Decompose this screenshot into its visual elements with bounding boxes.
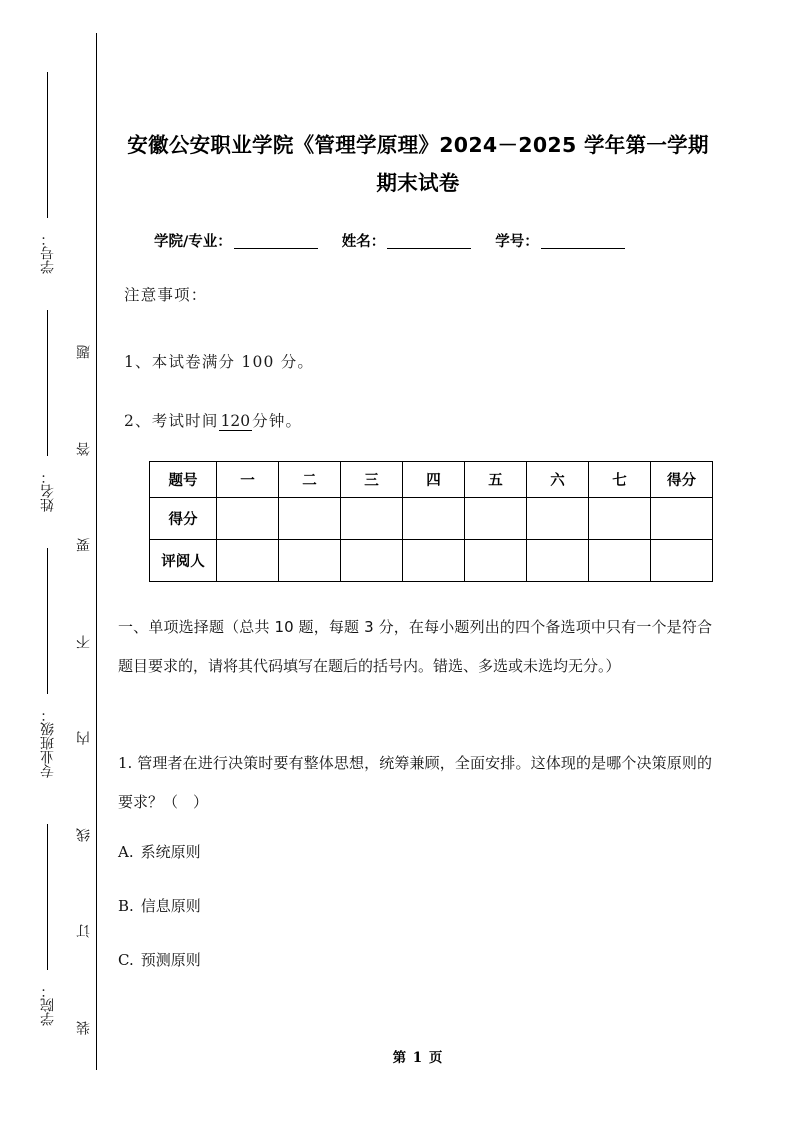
sealing-char: 装 [76,1020,92,1035]
info-field-name[interactable] [342,232,474,252]
option-text: 预测原则 [140,951,201,969]
sealing-student-fields [26,60,70,1060]
seal-field-label: 姓名： [40,470,56,512]
seal-field-student-id[interactable] [26,232,70,302]
seal-field-college[interactable] [26,984,70,1054]
seal-field-label: 专业班级： [40,708,56,778]
exam-duration-value: 120 [220,412,251,430]
table-cell: 四 [403,462,465,498]
document-body [118,0,712,1122]
table-cell-grader[interactable] [527,540,589,582]
option-1-b[interactable] [118,896,712,916]
table-cell-score[interactable] [279,498,341,540]
seal-field-rule [47,310,48,456]
notice-item-2-suffix: 分钟。 [252,412,303,430]
info-field-blank[interactable] [234,248,318,249]
table-cell-grader[interactable] [651,540,713,582]
table-cell: 六 [527,462,589,498]
question-text: 管理者在进行决策时要有整体思想，统筹兼顾，全面安排。这体现的是哪个决策原则的要求？（ ） [118,754,712,811]
sealing-line-vertical-text [74,345,94,1035]
table-cell: 一 [217,462,279,498]
notice-heading: 注意事项： [124,286,208,304]
table-cell-grader[interactable] [589,540,651,582]
sealing-char: 答 [76,441,92,456]
table-row-header: 评阅人 [150,540,217,582]
option-1-c[interactable] [118,950,712,970]
notice-item-2-prefix: 2、考试时间 [124,412,219,430]
seal-field-class[interactable] [26,708,70,816]
seal-field-rule [47,72,48,218]
table-cell-score[interactable] [403,498,465,540]
table-row-header: 题号 [150,462,217,498]
student-info-row [154,232,712,252]
option-1-a[interactable] [118,842,712,862]
sealing-char: 不 [76,634,92,649]
notice-item-1: 1、本试卷满分 100 分。 [124,353,315,371]
table-cell-grader[interactable] [279,540,341,582]
option-letter: A. [118,843,134,861]
question-1 [118,744,712,822]
option-text: 信息原则 [140,897,201,915]
table-cell: 二 [279,462,341,498]
table-row-header: 得分 [150,498,217,540]
table-cell-score[interactable] [341,498,403,540]
option-text: 系统原则 [140,843,201,861]
table-cell: 五 [465,462,527,498]
table-cell: 七 [589,462,651,498]
info-field-label: 姓名： [341,234,386,250]
table-cell-grader[interactable] [465,540,527,582]
option-letter: C. [118,951,134,969]
sealing-char: 要 [76,538,92,553]
table-cell-score[interactable] [589,498,651,540]
seal-field-rule [47,548,48,694]
score-table [149,461,713,582]
table-cell-score[interactable] [217,498,279,540]
section-title-1: 一、单项选择题（总共 10 题，每题 3 分，在每小题列出的四个备选项中只有一个是符合题目要求的，请将其代码填写在题后的括号内。错选、多选或未选均无分。） [118,618,712,675]
page-footer: 第 1 页 [392,1050,444,1066]
table-cell: 三 [341,462,403,498]
seal-field-rule [47,824,48,970]
table-row [150,540,713,582]
sealing-char: 题 [76,345,92,359]
table-cell-grader[interactable] [217,540,279,582]
seal-field-name[interactable] [26,470,70,540]
table-cell-grader[interactable] [403,540,465,582]
info-field-label: 学院/专业： [154,234,232,250]
table-cell-grader[interactable] [341,540,403,582]
table-cell-score[interactable] [527,498,589,540]
sealing-char: 订 [76,924,92,939]
notice-item-2 [124,409,302,431]
page-title: 安徽公安职业学院《管理学原理》2024－2025 学年第一学期期末试卷 [127,133,709,195]
seal-field-label: 学院： [40,984,56,1026]
sealing-char: 线 [76,827,92,842]
info-field-blank[interactable] [541,248,625,249]
seal-field-label: 学号： [40,232,56,274]
question-number: 1. [118,754,133,772]
info-field-blank[interactable] [387,248,471,249]
table-cell: 得分 [651,462,713,498]
sealing-line-divider [96,33,97,1070]
table-row [150,498,713,540]
info-field-college-major[interactable] [154,232,320,252]
table-row [150,462,713,498]
sealing-margin [0,0,97,1122]
table-cell-score[interactable] [651,498,713,540]
info-field-student-id[interactable] [495,232,627,252]
option-letter: B. [118,897,134,915]
table-cell-score[interactable] [465,498,527,540]
sealing-char: 内 [76,731,92,746]
info-field-label: 学号： [495,234,539,250]
